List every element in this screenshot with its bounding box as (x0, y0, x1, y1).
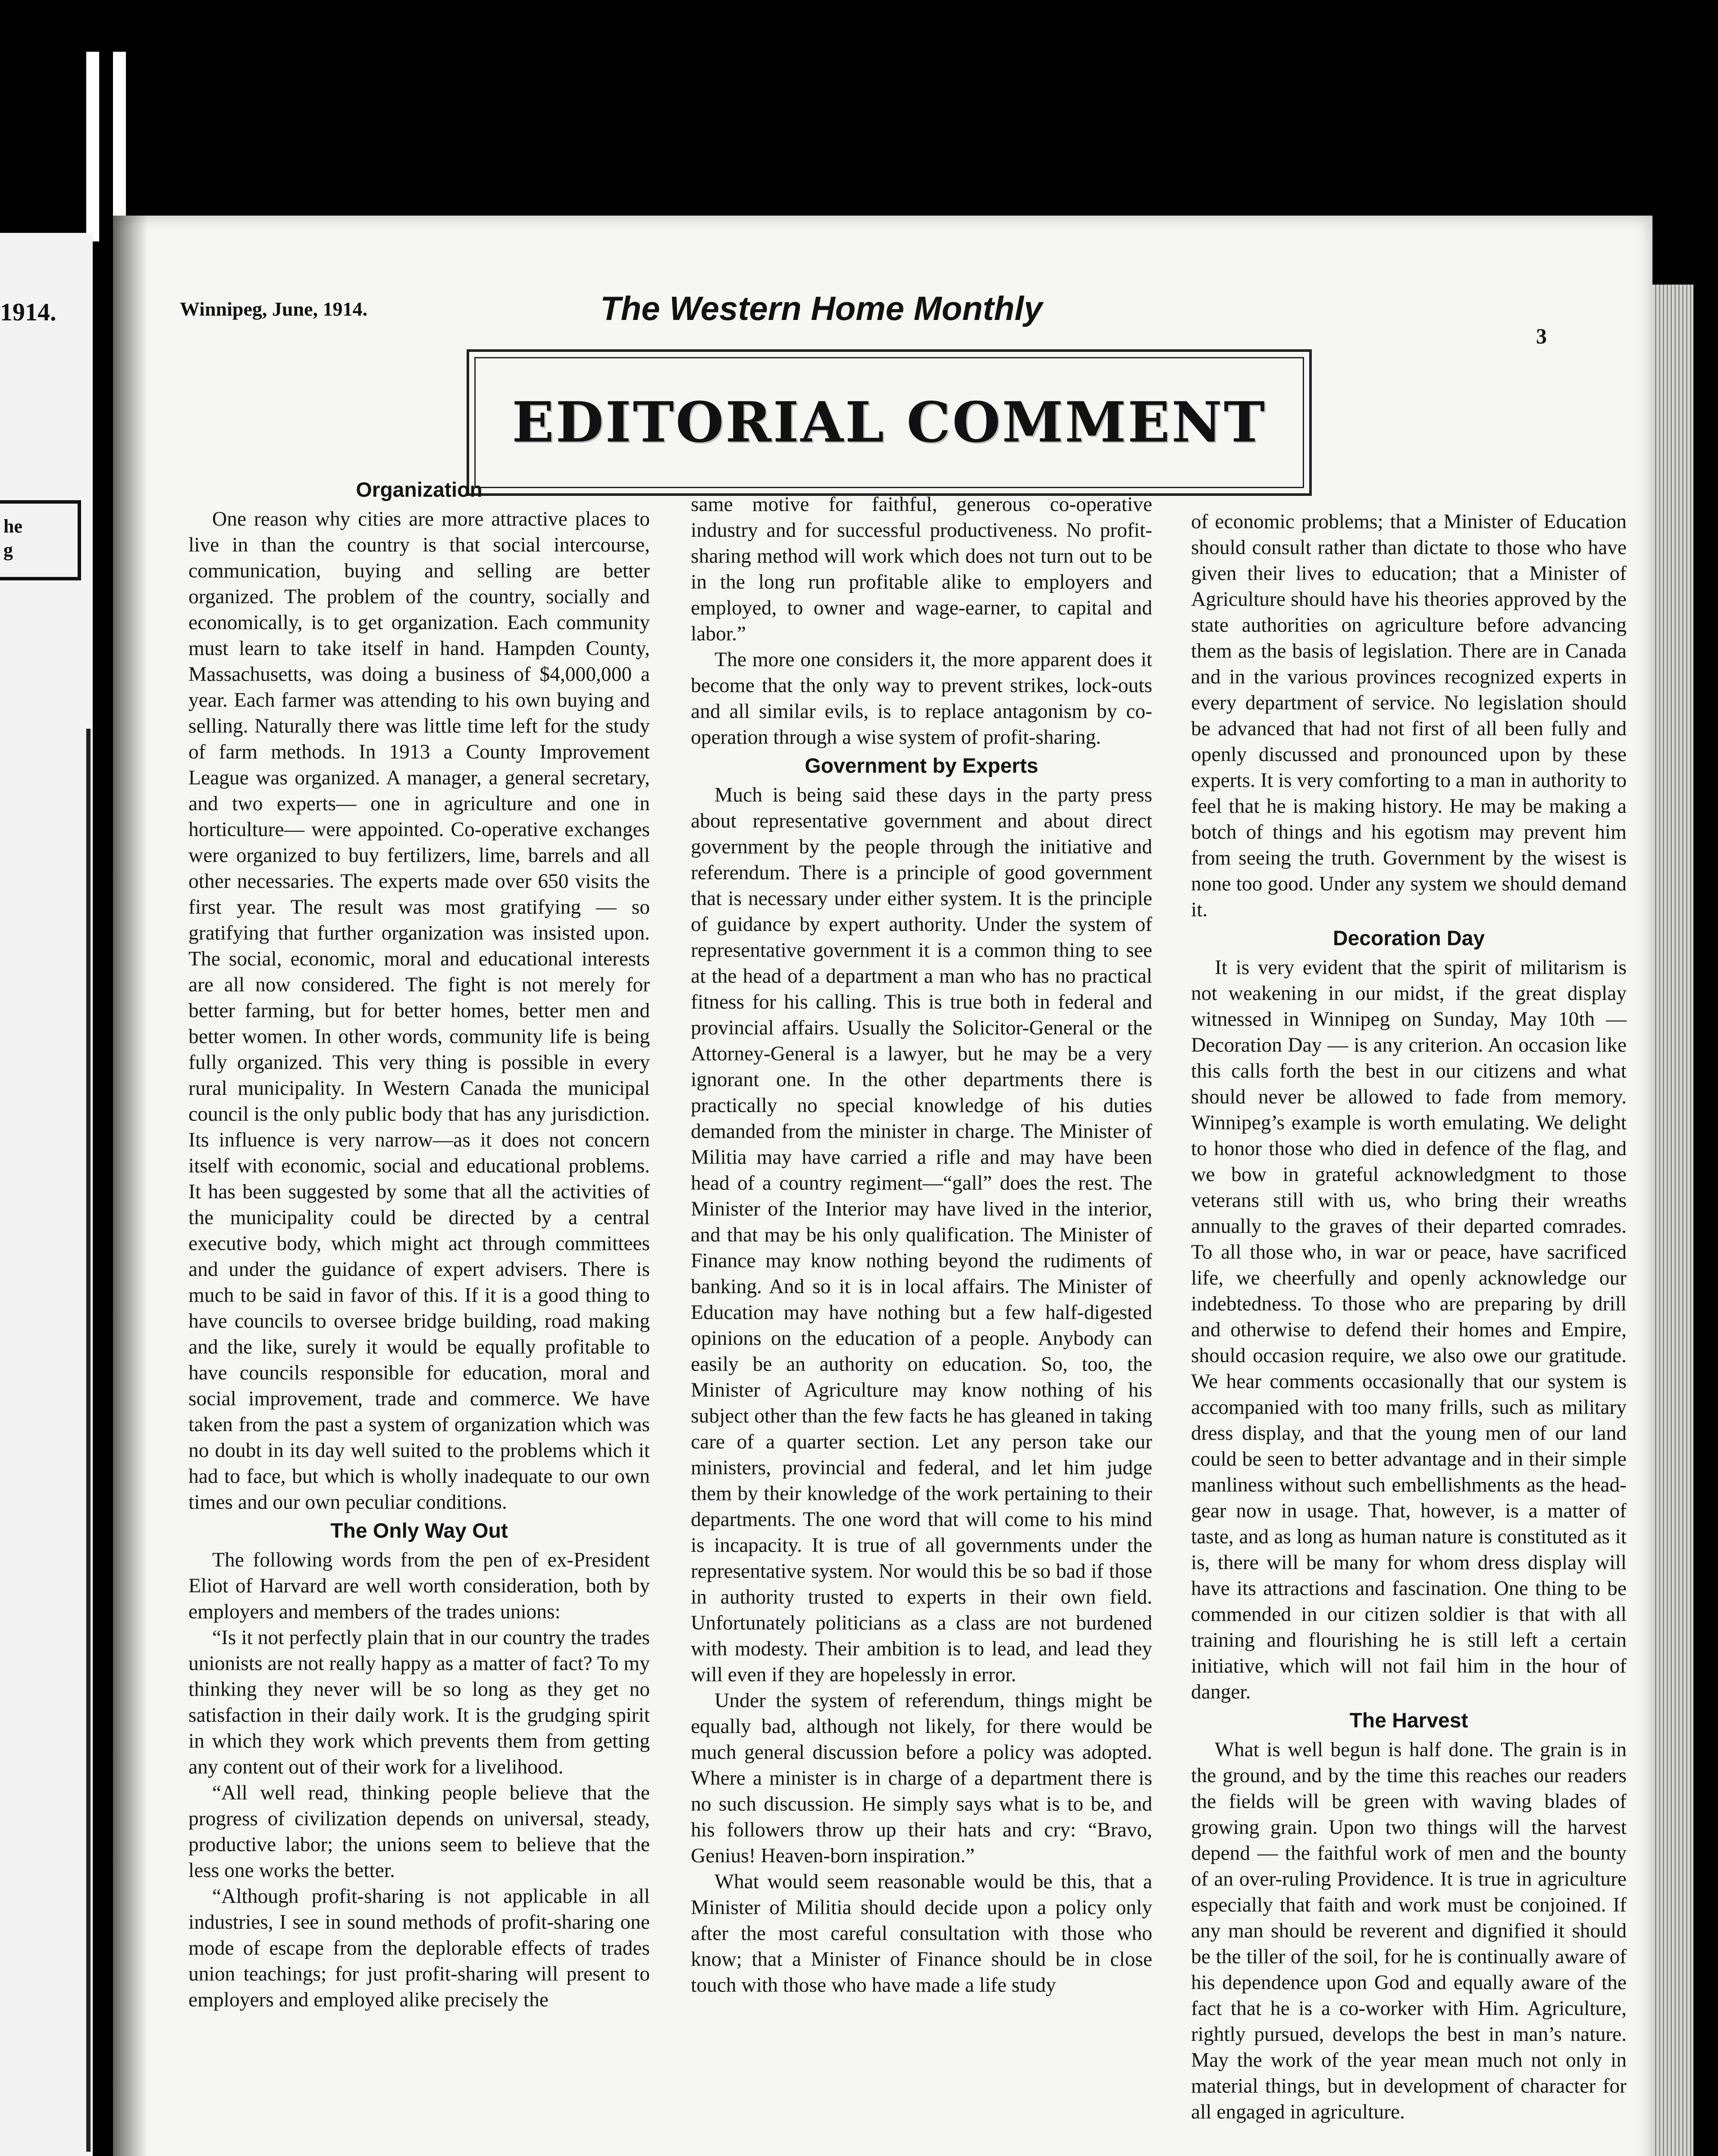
heading-decoration-day: Decoration Day (1332, 927, 1485, 950)
previous-page-line-1: he (3, 516, 22, 537)
paragraph-only-way-4: “Although profit-sharing is not applicable in all industries, I see in sound methods of profit-sharing one mode of escape from the deplorable effects of trades union teachings; for just profit-sharing will present to employers and employed alike precisely the (188, 1885, 650, 2011)
heading-only-way-out: The Only Way Out (330, 1520, 508, 1542)
column-1 (188, 474, 650, 2013)
previous-page-rule (0, 729, 91, 2152)
heading-government-by-experts: Government by Experts (805, 755, 1038, 777)
paragraph-the-harvest: What is well begun is half done. The grain is in the ground, and by the time this reaches our readers the fields will be green with waving blades of growing grain. Upon two things will the harvest depend — the faithful work of men and the bounty of an over-ruling Providence. It is true in agriculture especially that faith and work must be conjoined. If any man should be reverent and dignified it should be the tiller of the soil, for he is continually aware of his dependence upon God and equally aware of the fact that he is a co-worker with Him. Agriculture, rightly pursued, develops the best in man’s nature. May the work of the year mean much not only in material things, but in development of character for all engaged in agriculture. (1191, 1739, 1627, 2123)
paragraph-experts-2: Under the system of referendum, things might be equally bad, although not likely, for there would be much general discussion before a policy was adopted. Where a minister is in charge of a department there is no such discussion. He simply says what is to be, and his followers throw up their hats and cry: “Bravo, Genius! Heaven-born inspiration.” (691, 1689, 1152, 1867)
heading-organization: Organization (356, 479, 483, 501)
paragraph-experts-1: Much is being said these days in the party press about representative government and about direct government by the people through the initiative and referendum. There is a principle of good government that is necessary under either system. It is the principle of guidance by expert authority. Under the system of representative government it is a common thing to see at the head of a department a man who has no practical fitness for his calling. This is true both in federal and provincial affairs. Usually the Solicitor-General or the Attorney-General is a lawyer, but he may be a very ignorant one. In the other departments there is practically no special knowledge of his duties demanded from the minister in charge. The Minister of Militia may have carried a rifle and may have been head of a country regiment—“gall” does the rest. The Minister of the Interior may have lived in the interior, and that may be his only qualification. The Minister of Finance may know nothing beyond the rudiments of banking. And so it is in local affairs. The Minister of Education may have nothing but a few half-digested opinions on the education of a people. Anybody can easily be an authority on education. So, too, the Minister of Agriculture may know nothing of his subject other than the few facts he has gleaned in taking care of a quarter section. Let any person take our ministers, provincial and federal, and let him judge them by their knowledge of the work pertaining to their departments. The one word that will come to his mind is incapacity. It is true of all governments under the representative system. Nor would this be so bad if those in authority trusted to experts in their own field. Unfortunately politicians as a class are not burdened with modesty. Their ambition is to lead, and lead they will even if they are hopelessly in error. (691, 784, 1152, 1686)
previous-page-date: 1914. (0, 298, 56, 326)
paragraph-organization: One reason why cities are more attractive places to live in than the country is that social intercourse, communication, buying and selling are better organized. The problem of the country, socially and economically, is to get organization. Each community must learn to take itself in hand. Hampden County, Massachusetts, was doing a business of $4,000,000 a year. Each farmer was attending to his own buying and selling. Naturally there was little time left for the study of farm methods. In 1913 a County Improvement League was organized. A manager, a general secretary, and two experts— one in agriculture and one in horticulture— were appointed. Co-operative exchanges were organized to buy fertilizers, lime, barrels and all other necessaries. The experts made over 650 visits the first year. The result was most gratifying — so gratifying that further organization was insisted upon. The social, economic, moral and educational interests are all now considered. The fight is not merely for better farming, but for better homes, better men and better women. In other words, community life is being fully organized. This very thing is possible in every rural municipality. In Western Canada the municipal council is the only public body that has any jurisdiction. Its influence is very narrow—as it does not concern itself with economic, social and educational problems. It has been suggested by some that all the activities of the municipality could be directed by a central executive body, which might act through committees and under the guidance of expert advisers. There is much to be said in favor of this. If it is a good thing to have councils to oversee bridge building, road making and the like, surely it would be equally profitable to have councils responsible for education, moral and social improvement, trade and commerce. We have taken from the past a system of organization which was no doubt in its day well suited to the problems which it had to face, but which is wholly inadequate to our own times and our own peculiar conditions. (188, 508, 650, 1514)
column-2 (691, 492, 1152, 1998)
masthead-title: EDITORIAL COMMENT (512, 390, 1267, 455)
paragraph-only-way-2: “Is it not perfectly plain that in our country the trades unionists are not really happy as a matter of fact? To my thinking they never will be so long as they get no satisfaction in their daily work. It is the grudging spirit in which they work which prevents them from getting any content out of their work for a livelihood. (188, 1626, 650, 1778)
magazine-title: The Western Home Monthly (600, 289, 1043, 327)
paragraph-continued-profit-sharing: same motive for faithful, generous co-operative industry and for successful productiveness. No profit-sharing method will work which does not turn out to be in the long run profitable alike to employers and employed, to owner and wage-earner, to capital and labor.” (691, 493, 1152, 645)
paragraph-experts-3: What would seem reasonable would be this, that a Minister of Militia should decide upon a policy only after the most careful consultation with those who know; that a Minister of Finance should be in close touch with those who have made a life study (691, 1871, 1152, 1996)
page-number: 3 (1536, 324, 1547, 348)
book-page-edges (1652, 285, 1693, 2156)
paragraph-only-way-3: “All well read, thinking people believe that the progress of civilization depends on universal, steady, productive labor; the unions seem to believe that the less one works the better. (188, 1782, 650, 1882)
heading-the-harvest: The Harvest (1349, 1709, 1468, 1732)
issue-date: Winnipeg, June, 1914. (180, 298, 367, 320)
column-3 (1191, 509, 1627, 2125)
previous-page-fragment (0, 233, 93, 2156)
paragraph-only-way-1: The following words from the pen of ex-President Eliot of Harvard are well worth consideration, both by employers and members of the trades unions: (188, 1549, 650, 1623)
previous-page-line-2: g (3, 539, 13, 561)
paragraph-continued-experts: of economic problems; that a Minister of Education should consult rather than dictate to those who have given their lives to education; that a Minister of Agriculture should have his theories approved by the state authorities on agriculture before advancing them as the basis of legislation. There are in Canada and in the various provinces recognized experts in every department of service. No legislation should be advanced that had not first of all been fully and openly discussed and pronounced upon by these experts. It is very comforting to a man in authority to feel that he is making history. He may be making a botch of things and his egotism may prevent him from seeing the truth. Government by the wisest is none too good. Under any system we should demand it. (1191, 511, 1627, 921)
masthead-frame (467, 349, 1312, 496)
paragraph-decoration-day: It is very evident that the spirit of militarism is not weakening in our midst, if the great display witnessed in Winnipeg on Sunday, May 10th — Decoration Day — is any criterion. An occasion like this calls forth the best in our citizens and what should never be allowed to fade from memory. Winnipeg’s example is worth emulating. We delight to honor those who died in defence of the flag, and we bow in grateful acknowledgment to those veterans still with us, who bring their wreaths annually to the graves of their departed comrades. To all those who, in war or peace, have sacrificed life, we cheerfully and openly acknowledge our indebtedness. To those who are preparing by drill and otherwise to defend their homes and Empire, should occasion require, we also owe our gratitude. We hear comments occasionally that our system is accompanied with too many frills, such as military dress display, and that the young men of our land could be seen to better advantage and in their simple manliness without such embellishments as the head-gear now in usage. That, however, is a matter of taste, and as long as human nature is constituted as it is, there will be many for whom dress display will have its attractions and fascination. One thing to be commended in our citizen soldier is that with all training and flourishing he is still left a certain initiative, which will not fail him in the hour of danger. (1191, 956, 1627, 1703)
magazine-page (113, 216, 1652, 2156)
spine-shadow (113, 216, 147, 2156)
film-edge-bar-1 (86, 52, 99, 241)
paragraph-more-one-considers: The more one considers it, the more apparent does it become that the only way to prevent strikes, lock-outs and all similar evils, is to replace antagonism by co-operation through a wise system of profit-sharing. (691, 649, 1152, 749)
film-edge-bar-2 (113, 52, 126, 241)
